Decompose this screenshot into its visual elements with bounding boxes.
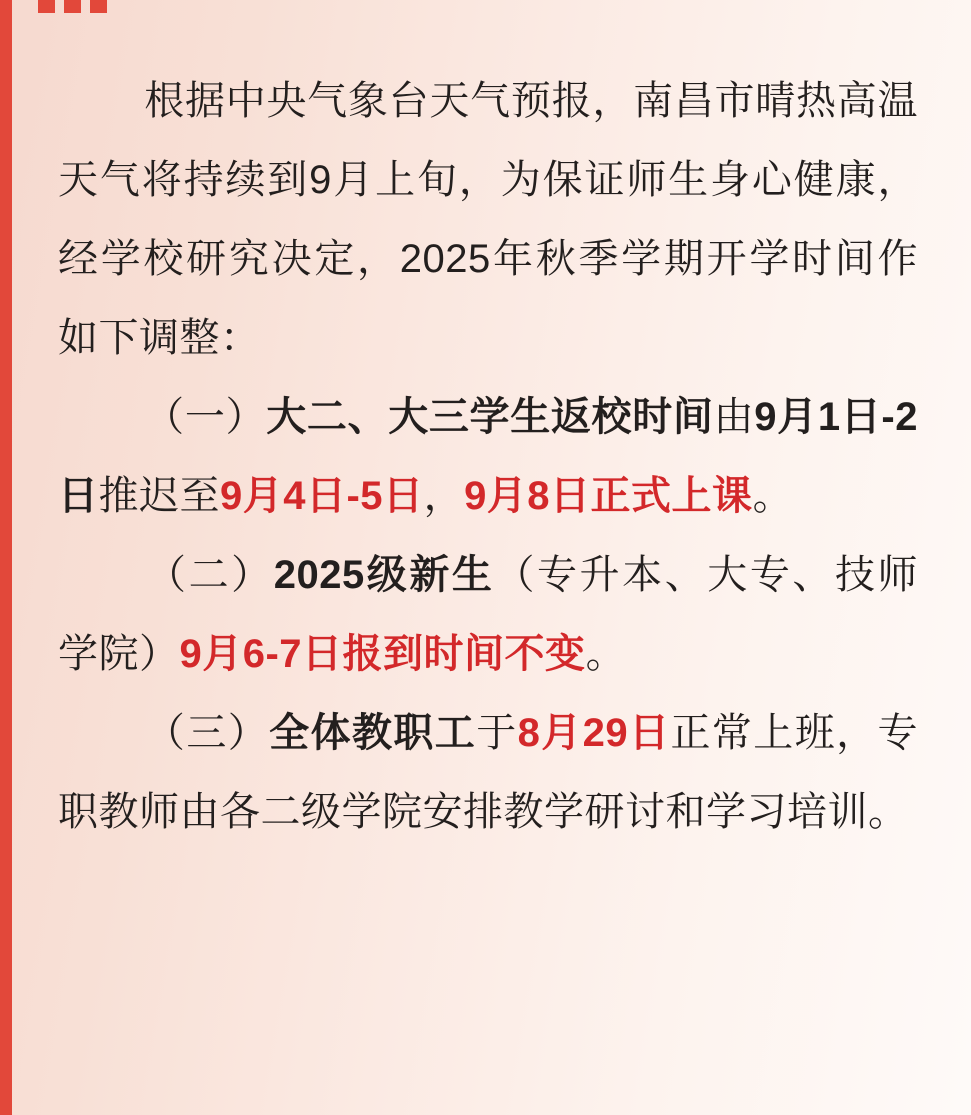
paragraph-text: 由	[713, 395, 755, 439]
paragraph-text: 正常上班，专职教师由各二级学院安排教学研讨和学习培训。	[58, 711, 919, 834]
paragraph-text: 于	[476, 711, 518, 755]
highlight-date: 8月29日	[517, 711, 671, 755]
paragraph-item-2	[58, 536, 918, 694]
list-marker: （三）	[144, 711, 270, 755]
paragraph-text: （专升本、大专、技师学院）	[58, 553, 919, 676]
emphasis-text: 9月1日-2日	[58, 395, 918, 518]
emphasis-text: 2025级新生	[273, 553, 495, 597]
emphasis-text: 大二、大三学生返校时间	[266, 395, 714, 439]
paragraph-text: 。	[752, 474, 794, 518]
paragraph-intro	[58, 62, 918, 378]
notice-body	[58, 62, 918, 852]
paragraph-item-3	[58, 694, 918, 852]
paragraph-text: 推迟至	[98, 474, 220, 518]
top-decoration-marks	[38, 0, 107, 13]
decoration-mark	[90, 0, 107, 13]
list-marker: （一）	[144, 395, 267, 439]
paragraph-text: 。	[585, 632, 627, 676]
highlight-date: 9月8日正式上课	[464, 474, 753, 518]
left-accent-stripe	[0, 0, 12, 1115]
emphasis-text: 全体教职工	[269, 711, 477, 755]
paragraph-item-1	[58, 378, 918, 536]
paragraph-text: 根据中央气象台天气预报，南昌市晴热高温天气将持续到9月上旬，为保证师生身心健康，经学校研究决定，2025年秋季学期开学时间作如下调整：	[58, 79, 918, 360]
list-marker: （二）	[144, 553, 274, 597]
decoration-mark	[64, 0, 81, 13]
highlight-date: 9月6-7日报到时间不变	[179, 632, 586, 676]
highlight-date: 9月4日-5日	[220, 474, 424, 518]
decoration-mark	[38, 0, 55, 13]
paragraph-text: ，	[423, 474, 465, 518]
